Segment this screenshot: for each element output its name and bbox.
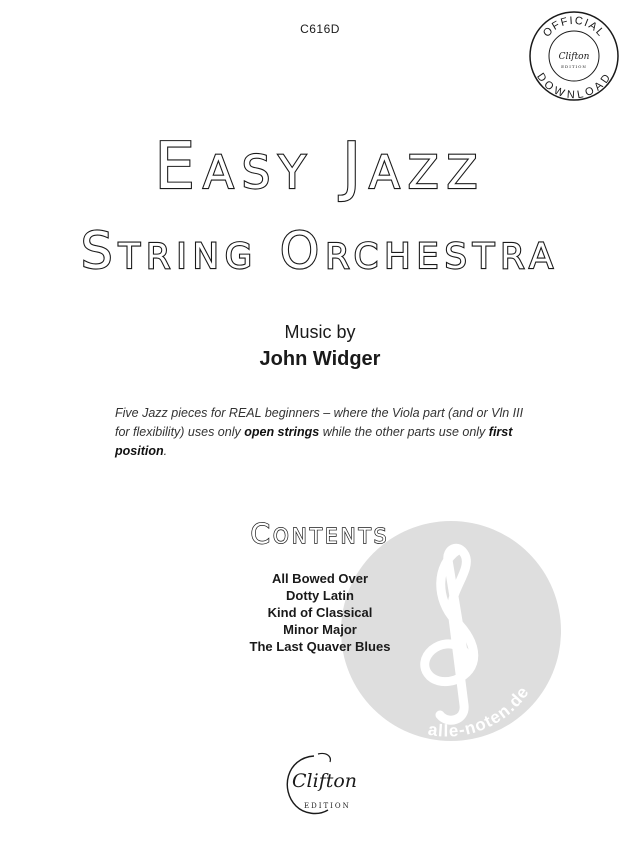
description-bold-1: open strings	[244, 425, 320, 439]
description-part-2: while the other parts use only	[319, 425, 489, 439]
description-part-1: Five Jazz pieces for REAL beginners – where the Viola part (and or Vln III for flexibility) uses only	[115, 406, 524, 439]
catalog-number: C616D	[300, 22, 340, 36]
contents-item: All Bowed Over	[271, 571, 369, 586]
seal-bottom-text: DOWNLOAD	[534, 71, 614, 102]
logo-edition: EDITION	[304, 802, 351, 810]
contents-item: The Last Quaver Blues	[249, 639, 391, 654]
contents-list	[0, 570, 640, 655]
clifton-logo	[274, 750, 370, 822]
logo-brand: Clifton	[292, 770, 358, 792]
contents-item: Dotty Latin	[286, 588, 354, 603]
title-line-2: String Orchestra	[80, 222, 560, 280]
contents-heading: Contents	[250, 517, 390, 550]
composer-name: John Widger	[259, 348, 381, 370]
seal-brand: Clifton	[558, 52, 590, 62]
title-line-1: Easy Jazz	[154, 130, 486, 204]
watermark-text: alle-noten.de	[426, 682, 534, 741]
official-download-seal-icon	[528, 10, 620, 102]
contents-item: Minor Major	[283, 622, 357, 637]
contents-item: Kind of Classical	[267, 605, 373, 620]
seal-edition: EDITION	[561, 64, 587, 69]
description	[115, 404, 535, 461]
credit-label: Music by	[284, 322, 356, 342]
description-bold-2: first position	[115, 425, 513, 458]
seal-top-text: OFFICIAL	[540, 14, 608, 40]
description-part-3: .	[163, 444, 168, 458]
